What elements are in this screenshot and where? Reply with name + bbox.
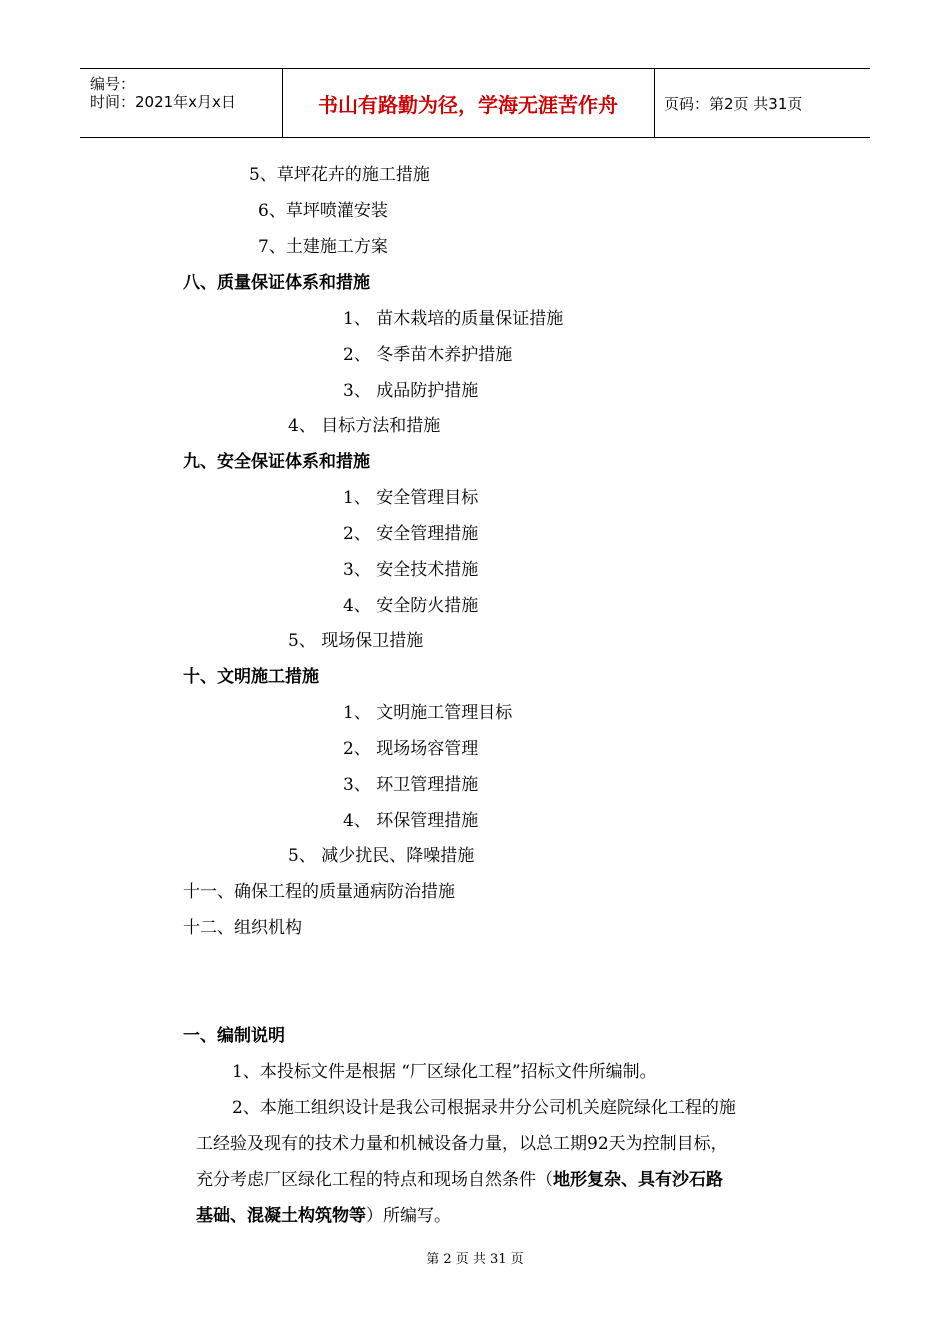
page-footer: 第 2 页 共 31 页 [426,1252,524,1267]
paragraph-emphasis: 地形复杂、具有沙石路 [553,1170,723,1190]
section-heading: 一、编制说明 [183,1026,285,1046]
section-paragraph: 1、本投标文件是根据 “厂区绿化工程”招标文件所编制。 [232,1062,657,1082]
page-header [80,68,870,138]
header-time-label: 时间：2021年x月x日 [90,93,236,111]
toc-item: 4、 目标方法和措施 [288,416,441,436]
toc-item: 1、 文明施工管理目标 [343,703,513,723]
header-motto: 书山有路勤为径，学海无涯苦作舟 [318,92,618,117]
toc-item: 3、 环卫管理措施 [343,775,479,795]
toc-item: 十一、确保工程的质量通病防治措施 [183,882,455,902]
header-divider [654,69,655,137]
header-page-info: 页码：第2页 共31页 [664,95,803,113]
toc-heading: 十、文明施工措施 [183,667,319,687]
section-paragraph: 2、本施工组织设计是我公司根据录井分公司机关庭院绿化工程的施 [232,1098,736,1118]
toc-item: 1、 苗木栽培的质量保证措施 [343,309,564,329]
toc-item: 5、 现场保卫措施 [288,631,424,651]
toc-item: 5、 减少扰民、降噪措施 [288,846,475,866]
header-number-label: 编号： [90,75,136,93]
section-paragraph: 工经验及现有的技术力量和机械设备力量，以总工期92天为控制目标， [196,1134,728,1154]
toc-item: 7、土建施工方案 [258,237,388,257]
toc-item: 1、 安全管理目标 [343,488,479,508]
section-paragraph [196,1165,723,1190]
paragraph-text: ）所编写。 [366,1206,451,1226]
paragraph-emphasis: 基础、混凝土构筑物等 [196,1206,366,1226]
toc-item: 4、 安全防火措施 [343,596,479,616]
toc-item: 2、 安全管理措施 [343,524,479,544]
toc-heading: 八、质量保证体系和措施 [183,273,370,293]
toc-item: 6、草坪喷灌安装 [258,201,388,221]
toc-item: 4、 环保管理措施 [343,811,479,831]
toc-item: 5、草坪花卉的施工措施 [249,165,430,185]
toc-item: 2、 现场场容管理 [343,739,479,759]
toc-item: 十二、组织机构 [183,918,302,938]
toc-heading: 九、安全保证体系和措施 [183,452,370,472]
paragraph-text: 充分考虑厂区绿化工程的特点和现场自然条件（ [196,1170,553,1190]
toc-item: 2、 冬季苗木养护措施 [343,345,513,365]
toc-item: 3、 安全技术措施 [343,560,479,580]
section-paragraph [196,1201,451,1226]
toc-item: 3、 成品防护措施 [343,381,479,401]
